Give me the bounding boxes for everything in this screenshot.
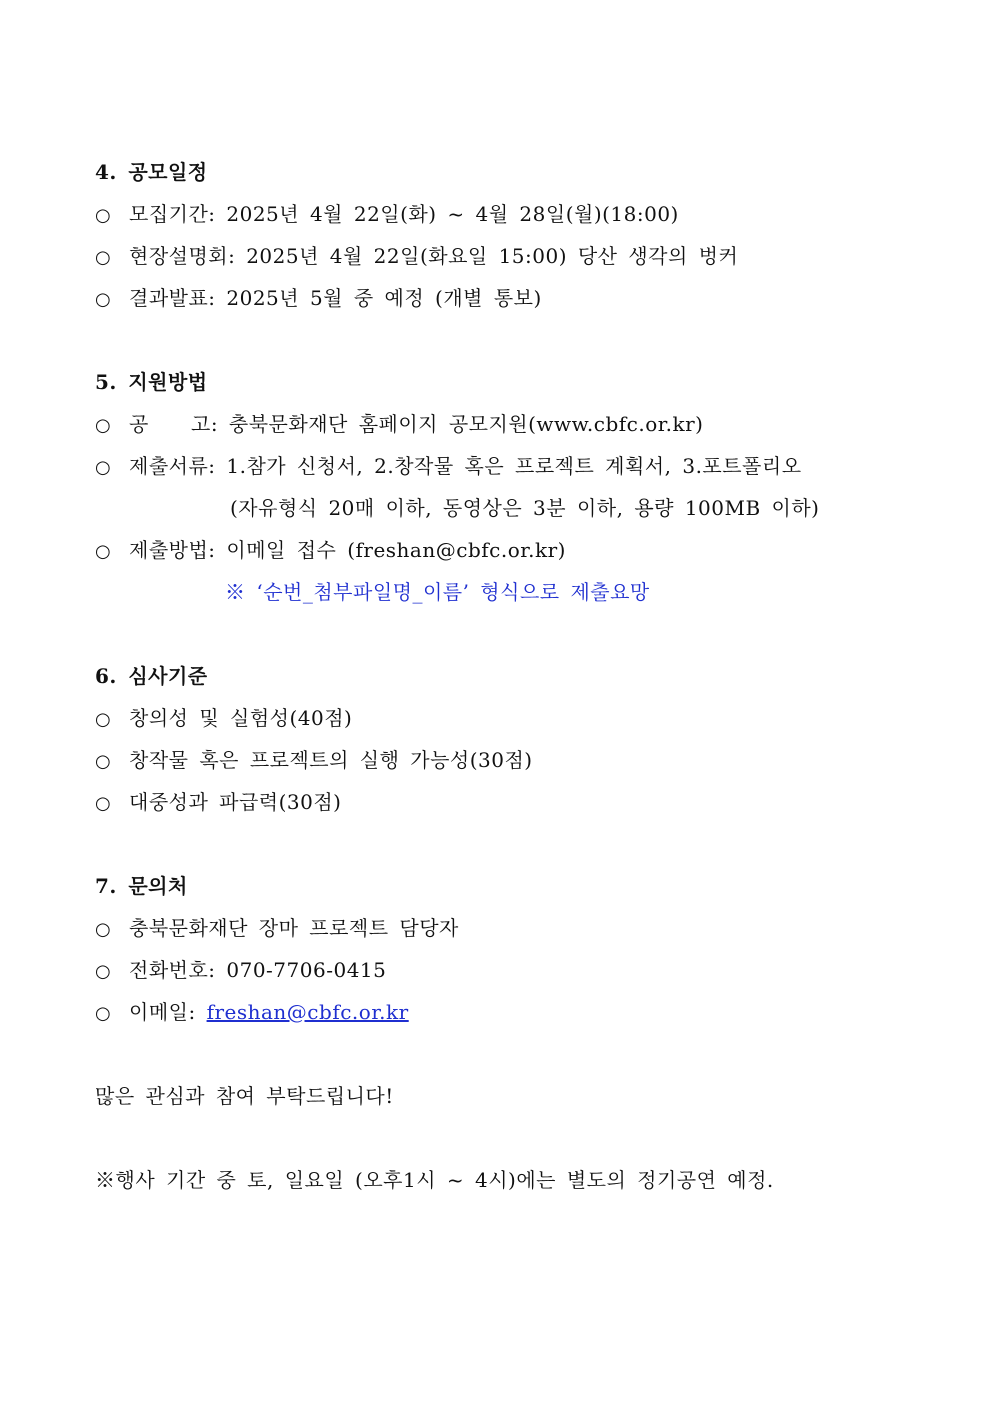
bullet-circle-icon: ○ (95, 541, 112, 562)
criteria-item-feasibility (95, 747, 533, 775)
announcement-label-a: 공 (129, 412, 149, 436)
contact-item-phone (95, 957, 386, 985)
announcement-label-b: 고: (191, 412, 219, 436)
apply-item-method (95, 537, 566, 565)
contact-text: 전화번호: 070-7706-0415 (129, 958, 387, 982)
section-4-heading: 4. 공모일정 (95, 160, 208, 184)
criteria-item-creativity (95, 705, 352, 733)
bullet-circle-icon: ○ (95, 793, 112, 814)
contact-item-email (95, 999, 409, 1027)
email-label: 이메일: (129, 1000, 196, 1024)
section-7-heading: 7. 문의처 (95, 874, 188, 898)
schedule-item-recruitment (95, 201, 679, 229)
bullet-circle-icon: ○ (95, 457, 112, 478)
schedule-item-briefing (95, 243, 738, 271)
bullet-circle-icon: ○ (95, 919, 112, 940)
schedule-item-text: 현장설명회: 2025년 4월 22일(화요일 15:00) 당산 생각의 벙커 (129, 244, 739, 268)
contact-text: 충북문화재단 장마 프로젝트 담당자 (129, 916, 459, 940)
apply-item-documents-detail: (자유형식 20매 이하, 동영상은 3분 이하, 용량 100MB 이하) (230, 496, 820, 520)
email-link[interactable]: freshan@cbfc.or.kr (206, 1000, 409, 1024)
file-naming-note: ※ ‘순번_첨부파일명_이름’ 형식으로 제출요망 (225, 580, 650, 604)
criteria-text: 창의성 및 실험성(40점) (129, 706, 353, 730)
announcement-value: 충북문화재단 홈페이지 공모지원(www.cbfc.or.kr) (228, 412, 704, 436)
bullet-circle-icon: ○ (95, 415, 112, 436)
criteria-text: 대중성과 파급력(30점) (129, 790, 342, 814)
bullet-circle-icon: ○ (95, 751, 112, 772)
method-text: 제출방법: 이메일 접수 (freshan@cbfc.or.kr) (129, 538, 566, 562)
schedule-item-text: 결과발표: 2025년 5월 중 예정 (개별 통보) (129, 286, 542, 310)
closing-message: 많은 관심과 참여 부탁드립니다! (95, 1084, 394, 1108)
bullet-circle-icon: ○ (95, 1003, 112, 1024)
bullet-circle-icon: ○ (95, 289, 112, 310)
schedule-item-text: 모집기간: 2025년 4월 22일(화) ~ 4월 28일(월)(18:00) (129, 202, 679, 226)
schedule-item-result (95, 285, 542, 313)
apply-item-announcement (95, 411, 703, 439)
bullet-circle-icon: ○ (95, 247, 112, 268)
bullet-circle-icon: ○ (95, 961, 112, 982)
criteria-item-popularity (95, 789, 341, 817)
criteria-text: 창작물 혹은 프로젝트의 실행 가능성(30점) (129, 748, 533, 772)
bullet-circle-icon: ○ (95, 709, 112, 730)
section-6-heading: 6. 심사기준 (95, 664, 208, 688)
event-footnote: ※행사 기간 중 토, 일요일 (오후1시 ~ 4시)에는 별도의 정기공연 예정. (95, 1168, 774, 1192)
documents-text: 제출서류: 1.참가 신청서, 2.창작물 혹은 프로젝트 계획서, 3.포트폴리오 (129, 454, 802, 478)
section-5-heading: 5. 지원방법 (95, 370, 208, 394)
bullet-circle-icon: ○ (95, 205, 112, 226)
apply-item-documents (95, 453, 802, 481)
contact-item-manager (95, 915, 459, 943)
